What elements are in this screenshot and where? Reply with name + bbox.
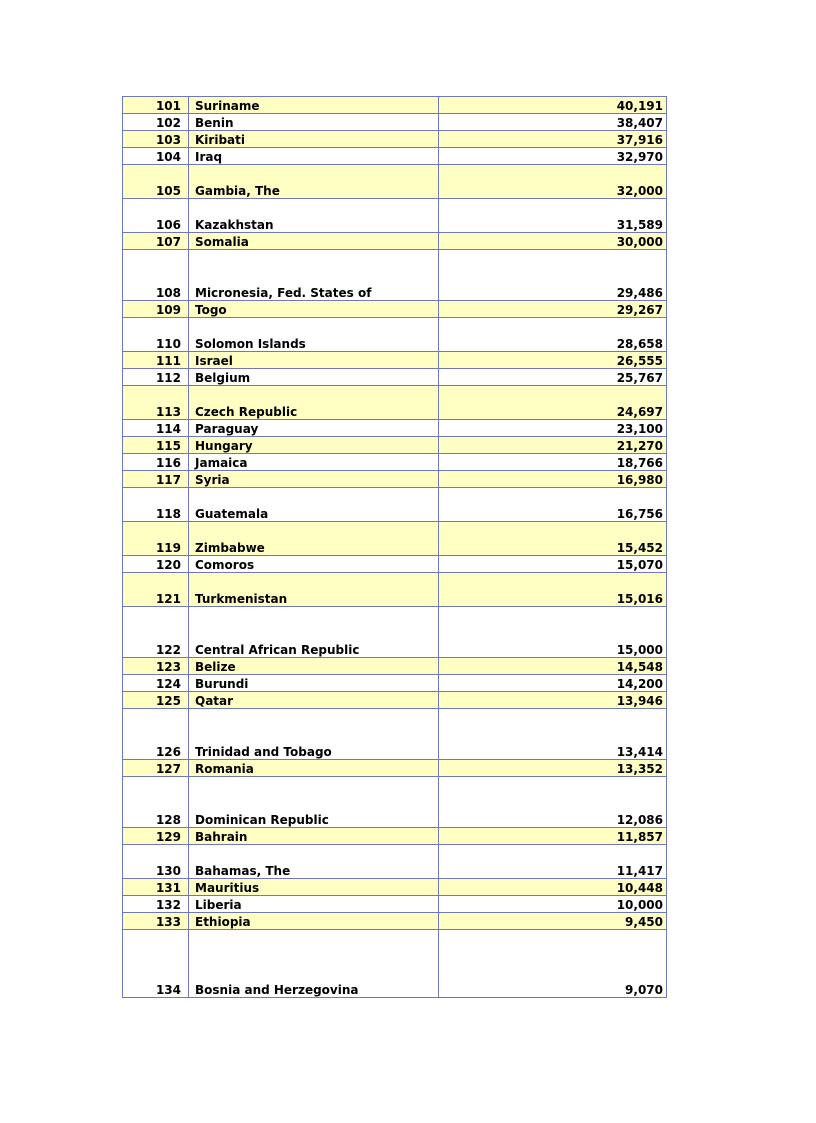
value-cell: 9,450 <box>439 913 667 930</box>
country-cell: Guatemala <box>189 488 439 522</box>
table-row <box>123 760 667 777</box>
country-cell: Comoros <box>189 556 439 573</box>
value-cell: 15,016 <box>439 573 667 607</box>
value-cell: 13,352 <box>439 760 667 777</box>
value-cell: 12,086 <box>439 777 667 828</box>
value-cell: 31,589 <box>439 199 667 233</box>
value-cell: 32,000 <box>439 165 667 199</box>
table-row <box>123 233 667 250</box>
rank-cell: 124 <box>123 675 189 692</box>
table-row <box>123 675 667 692</box>
country-cell: Kazakhstan <box>189 199 439 233</box>
rank-cell: 115 <box>123 437 189 454</box>
table-row <box>123 709 667 760</box>
value-cell: 28,658 <box>439 318 667 352</box>
rank-cell: 134 <box>123 930 189 998</box>
value-cell: 13,946 <box>439 692 667 709</box>
rank-cell: 108 <box>123 250 189 301</box>
rank-cell: 122 <box>123 607 189 658</box>
country-cell: Belgium <box>189 369 439 386</box>
table-row <box>123 692 667 709</box>
rank-cell: 107 <box>123 233 189 250</box>
rank-cell: 106 <box>123 199 189 233</box>
rank-cell: 129 <box>123 828 189 845</box>
value-cell: 11,417 <box>439 845 667 879</box>
table-row <box>123 896 667 913</box>
table-row <box>123 879 667 896</box>
country-cell: Burundi <box>189 675 439 692</box>
table-row <box>123 845 667 879</box>
country-ranking-table <box>122 96 667 998</box>
rank-cell: 114 <box>123 420 189 437</box>
table-row <box>123 471 667 488</box>
table-row <box>123 352 667 369</box>
value-cell: 40,191 <box>439 97 667 114</box>
rank-cell: 113 <box>123 386 189 420</box>
value-cell: 11,857 <box>439 828 667 845</box>
table-row <box>123 420 667 437</box>
table-row <box>123 488 667 522</box>
rank-cell: 133 <box>123 913 189 930</box>
table-row <box>123 318 667 352</box>
table-row <box>123 369 667 386</box>
table-row <box>123 607 667 658</box>
country-cell: Liberia <box>189 896 439 913</box>
table-row <box>123 301 667 318</box>
value-cell: 9,070 <box>439 930 667 998</box>
rank-cell: 102 <box>123 114 189 131</box>
value-cell: 15,452 <box>439 522 667 556</box>
rank-cell: 118 <box>123 488 189 522</box>
country-cell: Micronesia, Fed. States of <box>189 250 439 301</box>
country-cell: Solomon Islands <box>189 318 439 352</box>
rank-cell: 101 <box>123 97 189 114</box>
rank-cell: 130 <box>123 845 189 879</box>
country-cell: Israel <box>189 352 439 369</box>
country-cell: Zimbabwe <box>189 522 439 556</box>
rank-cell: 110 <box>123 318 189 352</box>
value-cell: 10,000 <box>439 896 667 913</box>
country-cell: Kiribati <box>189 131 439 148</box>
country-cell: Qatar <box>189 692 439 709</box>
country-cell: Hungary <box>189 437 439 454</box>
table-row <box>123 114 667 131</box>
table-row <box>123 165 667 199</box>
table-row <box>123 828 667 845</box>
table-row <box>123 131 667 148</box>
value-cell: 25,767 <box>439 369 667 386</box>
table-row <box>123 556 667 573</box>
rank-cell: 131 <box>123 879 189 896</box>
table-row <box>123 250 667 301</box>
country-cell: Jamaica <box>189 454 439 471</box>
rank-cell: 105 <box>123 165 189 199</box>
table-row <box>123 913 667 930</box>
table-row <box>123 658 667 675</box>
country-cell: Benin <box>189 114 439 131</box>
value-cell: 14,200 <box>439 675 667 692</box>
table-row <box>123 199 667 233</box>
table-row <box>123 573 667 607</box>
country-cell: Czech Republic <box>189 386 439 420</box>
value-cell: 29,267 <box>439 301 667 318</box>
table-row <box>123 777 667 828</box>
country-cell: Suriname <box>189 97 439 114</box>
country-cell: Togo <box>189 301 439 318</box>
value-cell: 16,756 <box>439 488 667 522</box>
country-cell: Bahamas, The <box>189 845 439 879</box>
rank-cell: 126 <box>123 709 189 760</box>
country-cell: Romania <box>189 760 439 777</box>
rank-cell: 121 <box>123 573 189 607</box>
table-row <box>123 930 667 998</box>
value-cell: 30,000 <box>439 233 667 250</box>
table-row <box>123 454 667 471</box>
value-cell: 18,766 <box>439 454 667 471</box>
country-cell: Ethiopia <box>189 913 439 930</box>
country-cell: Central African Republic <box>189 607 439 658</box>
value-cell: 26,555 <box>439 352 667 369</box>
rank-cell: 111 <box>123 352 189 369</box>
table-row <box>123 148 667 165</box>
country-cell: Iraq <box>189 148 439 165</box>
country-cell: Bosnia and Herzegovina <box>189 930 439 998</box>
value-cell: 37,916 <box>439 131 667 148</box>
rank-cell: 117 <box>123 471 189 488</box>
rank-cell: 120 <box>123 556 189 573</box>
country-cell: Turkmenistan <box>189 573 439 607</box>
rank-cell: 104 <box>123 148 189 165</box>
rank-cell: 125 <box>123 692 189 709</box>
country-cell: Bahrain <box>189 828 439 845</box>
country-cell: Dominican Republic <box>189 777 439 828</box>
spreadsheet-page <box>122 96 666 998</box>
value-cell: 29,486 <box>439 250 667 301</box>
rank-cell: 127 <box>123 760 189 777</box>
value-cell: 15,000 <box>439 607 667 658</box>
rank-cell: 112 <box>123 369 189 386</box>
country-cell: Syria <box>189 471 439 488</box>
rank-cell: 103 <box>123 131 189 148</box>
table-row <box>123 437 667 454</box>
rank-cell: 109 <box>123 301 189 318</box>
value-cell: 21,270 <box>439 437 667 454</box>
rank-cell: 116 <box>123 454 189 471</box>
country-cell: Paraguay <box>189 420 439 437</box>
value-cell: 13,414 <box>439 709 667 760</box>
rank-cell: 119 <box>123 522 189 556</box>
table-row <box>123 522 667 556</box>
value-cell: 14,548 <box>439 658 667 675</box>
value-cell: 23,100 <box>439 420 667 437</box>
country-cell: Mauritius <box>189 879 439 896</box>
value-cell: 15,070 <box>439 556 667 573</box>
value-cell: 16,980 <box>439 471 667 488</box>
value-cell: 32,970 <box>439 148 667 165</box>
rank-cell: 123 <box>123 658 189 675</box>
rank-cell: 128 <box>123 777 189 828</box>
value-cell: 24,697 <box>439 386 667 420</box>
table-row <box>123 386 667 420</box>
rank-cell: 132 <box>123 896 189 913</box>
country-cell: Belize <box>189 658 439 675</box>
country-cell: Gambia, The <box>189 165 439 199</box>
value-cell: 10,448 <box>439 879 667 896</box>
table-row <box>123 97 667 114</box>
country-cell: Trinidad and Tobago <box>189 709 439 760</box>
country-cell: Somalia <box>189 233 439 250</box>
value-cell: 38,407 <box>439 114 667 131</box>
